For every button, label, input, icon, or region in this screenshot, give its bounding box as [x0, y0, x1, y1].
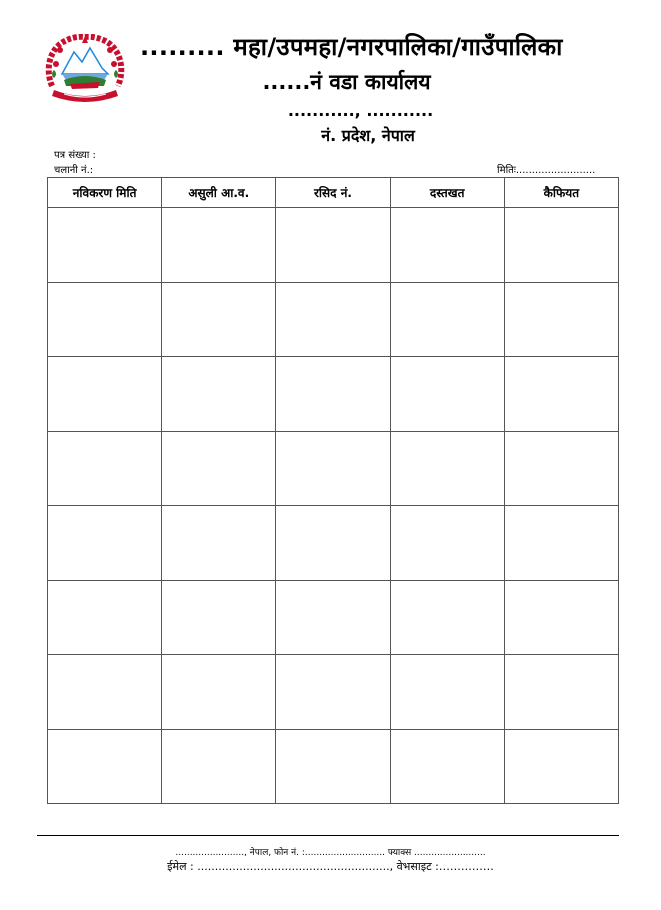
- table-cell: [162, 431, 276, 506]
- table-row: [48, 282, 619, 357]
- table-row: [48, 506, 619, 581]
- table-cell: [504, 357, 618, 432]
- table-cell: [504, 431, 618, 506]
- table-body: [48, 208, 619, 804]
- table-cell: [276, 431, 390, 506]
- table-cell: [504, 729, 618, 804]
- table-header-row: [48, 178, 619, 208]
- table-cell: [390, 506, 504, 581]
- province-line: नं. प्रदेश, नेपाल: [321, 126, 415, 145]
- table-cell: [390, 357, 504, 432]
- column-header-renewal-date: नविकरण मिति: [48, 178, 162, 208]
- table-row: [48, 357, 619, 432]
- table-cell: [276, 580, 390, 655]
- footer-contact-line: ........................, नेपाल, फोन नं. :............................ फ्याक्स .........................: [175, 848, 486, 858]
- table-cell: [48, 729, 162, 804]
- table-row: [48, 580, 619, 655]
- table-cell: [48, 580, 162, 655]
- address-line: ..........., ...........: [287, 101, 434, 120]
- table-cell: [390, 431, 504, 506]
- table-cell: [48, 357, 162, 432]
- renewal-register-table: [47, 177, 619, 804]
- table-cell: [390, 282, 504, 357]
- table-cell: [390, 729, 504, 804]
- table-row: [48, 431, 619, 506]
- table-cell: [276, 729, 390, 804]
- table-cell: [504, 506, 618, 581]
- table-cell: [390, 655, 504, 730]
- table-cell: [162, 357, 276, 432]
- ward-office-title: ......नं वडा कार्यालय: [262, 70, 431, 94]
- table-cell: [162, 580, 276, 655]
- table-cell: [276, 208, 390, 283]
- table-cell: [390, 208, 504, 283]
- table-cell: [504, 580, 618, 655]
- table-cell: [390, 580, 504, 655]
- table-cell: [162, 655, 276, 730]
- municipality-title: ......... महा/उपमहा/नगरपालिका/गाउँपालिका: [140, 33, 563, 61]
- table-cell: [162, 208, 276, 283]
- table-cell: [162, 506, 276, 581]
- date-label: मितिः.........................: [497, 165, 596, 176]
- table-cell: [276, 506, 390, 581]
- table-cell: [276, 357, 390, 432]
- table-cell: [162, 282, 276, 357]
- column-header-signature: दस्तखत: [390, 178, 504, 208]
- footer-divider: [37, 835, 619, 836]
- table-cell: [162, 729, 276, 804]
- table-cell: [504, 655, 618, 730]
- table-cell: [48, 506, 162, 581]
- column-header-fiscal-year: असुली आ.व.: [162, 178, 276, 208]
- table-cell: [48, 431, 162, 506]
- table-cell: [276, 655, 390, 730]
- table-cell: [48, 282, 162, 357]
- column-header-receipt-number: रसिद नं.: [276, 178, 390, 208]
- dispatch-number-label: चलानी नं.:: [54, 165, 94, 176]
- table-row: [48, 655, 619, 730]
- column-header-remarks: कैफियत: [504, 178, 618, 208]
- letter-number-label: पत्र संख्या :: [54, 150, 96, 161]
- table-cell: [48, 208, 162, 283]
- table-cell: [276, 282, 390, 357]
- table-cell: [504, 282, 618, 357]
- table-row: [48, 729, 619, 804]
- table-row: [48, 208, 619, 283]
- footer-email-website-line: ईमेल : ......................................................., वेभसाइट :……………: [167, 860, 494, 873]
- table-cell: [48, 655, 162, 730]
- table-cell: [504, 208, 618, 283]
